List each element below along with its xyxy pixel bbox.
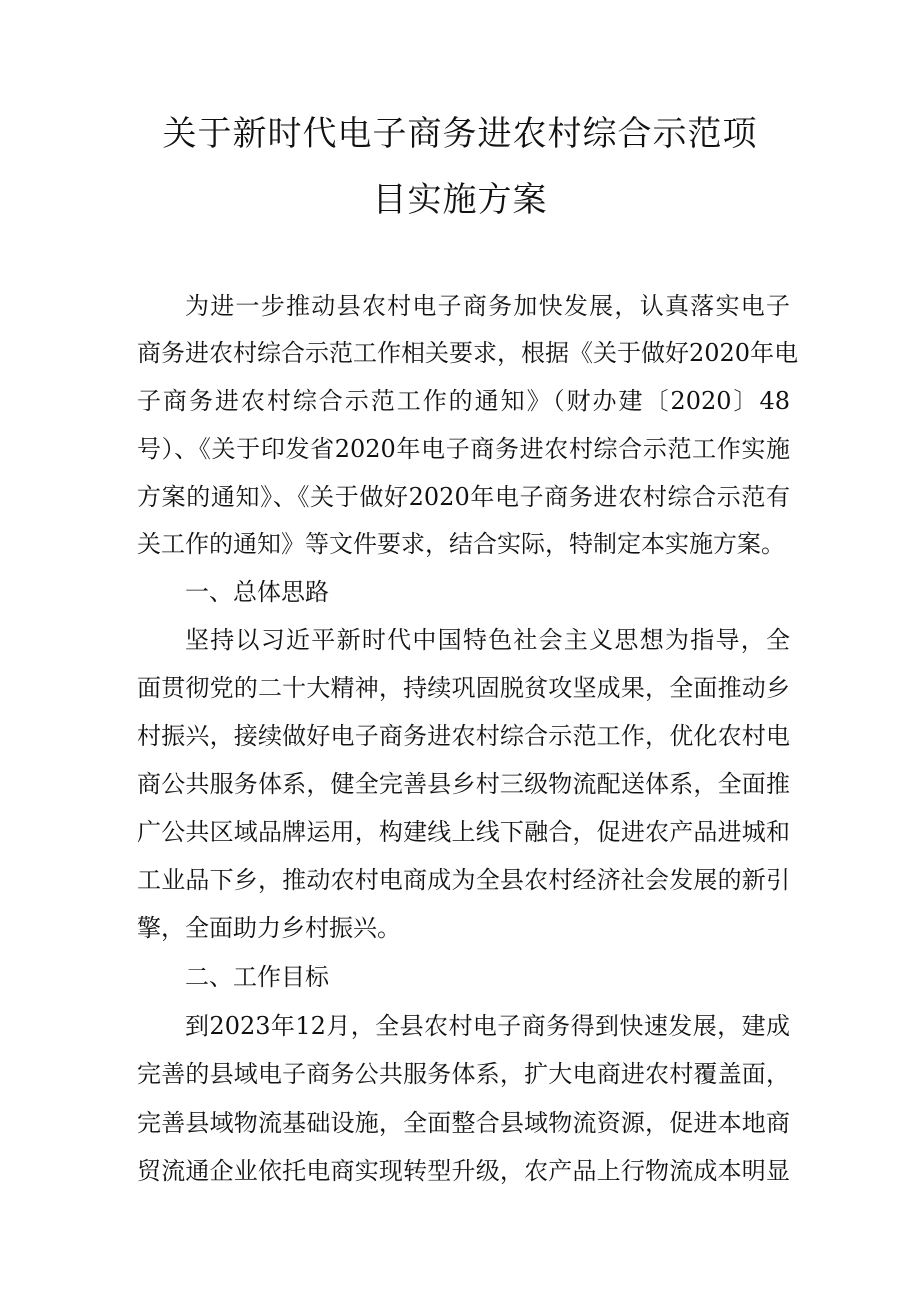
- paragraph-line: 商务进农村综合示范工作相关要求，根据《关于做好2020年电: [137, 339, 799, 367]
- paragraph-line: 工业品下乡，推动农村电商成为全县农村经济社会发展的新引: [137, 866, 790, 894]
- paragraph-line: 村振兴，接续做好电子商务进农村综合示范工作，优化农村电: [137, 722, 790, 750]
- paragraph-line: 完善的县域电子商务公共服务体系，扩大电商进农村覆盖面，: [137, 1060, 790, 1088]
- paragraph-line: 方案的通知》、《关于做好2020年电子商务进农村综合示范有: [137, 483, 790, 511]
- paragraph-line: 贸流通企业依托电商实现转型升级，农产品上行物流成本明显: [137, 1157, 790, 1185]
- paragraph-line: 到2023年12月，全县农村电子商务得到快速发展，建成: [185, 1012, 790, 1040]
- paragraph-line: 完善县域物流基础设施，全面整合县域物流资源，促进本地商: [137, 1109, 790, 1137]
- paragraph-line: 坚持以习近平新时代中国特色社会主义思想为指导，全: [185, 626, 790, 654]
- paragraph-line: 擎，全面助力乡村振兴。: [137, 914, 401, 942]
- document-title-line-1: 关于新时代电子商务进农村综合示范项: [162, 114, 758, 154]
- paragraph-line: 子商务进农村综合示范工作的通知》（财办建〔2020〕48: [137, 387, 790, 415]
- paragraph-line: 号）、《关于印发省2020年电子商务进农村综合示范工作实施: [137, 435, 790, 463]
- document-title-line-2: 目实施方案: [372, 180, 548, 220]
- paragraph-line: 商公共服务体系，健全完善县乡村三级物流配送体系，全面推: [137, 770, 790, 798]
- paragraph-line: 面贯彻党的二十大精神，持续巩固脱贫攻坚成果，全面推动乡: [137, 674, 790, 702]
- paragraph-line: 为进一步推动县农村电子商务加快发展，认真落实电子: [185, 292, 790, 320]
- paragraph-line: 关工作的通知》等文件要求，结合实际，特制定本实施方案。: [137, 530, 785, 558]
- section-heading-2: 二、工作目标: [185, 963, 329, 991]
- section-heading-1: 一、总体思路: [185, 578, 329, 606]
- paragraph-line: 广公共区域品牌运用，构建线上线下融合，促进农产品进城和: [137, 818, 790, 846]
